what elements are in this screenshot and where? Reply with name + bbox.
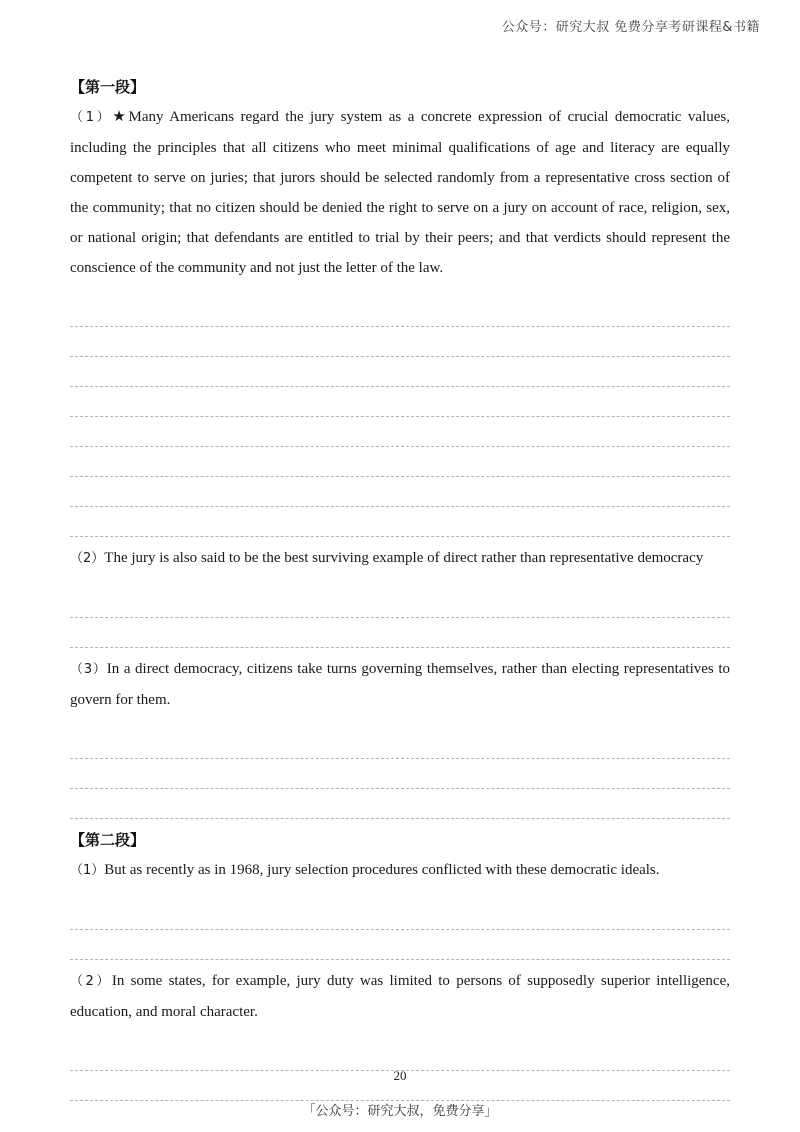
paragraph-2-1: [70, 855, 730, 886]
paragraph-text: In a direct democracy, citizens take turns governing themselves, rather than electing representatives to govern for them.: [70, 661, 730, 708]
answer-line[interactable]: [70, 507, 730, 537]
document-body: [70, 72, 730, 1101]
answer-line[interactable]: [70, 1041, 730, 1071]
paragraph-text: In some states, for example, jury duty was limited to persons of supposedly superior intelligence, education, and moral character.: [70, 973, 731, 1020]
paragraph-number: （3）: [70, 662, 107, 677]
answer-line[interactable]: [70, 297, 730, 327]
header-note: 公众号：研究大叔 免费分享考研课程&书籍: [501, 20, 760, 35]
paragraph-1-3: [70, 654, 730, 715]
paragraph-1-1: [70, 102, 730, 283]
answer-line[interactable]: [70, 417, 730, 447]
paragraph-text: ★Many Americans regard the jury system as a concrete expression of crucial democratic values, including the principles that all citizens who meet minimal qualifications of age and literacy are equally competent to serve on juries; that jurors should be selected randomly from a representative cross section of the community; that no citizen should be denied the right to serve on a jury on account of race, religion, sex, or national origin; that defendants are entitled to trial by their peers; and that verdicts should represent the conscience of the community and not just the letter of the law.: [70, 109, 730, 276]
paragraph-text: The jury is also said to be the best surviving example of direct rather than representative democracy: [104, 550, 704, 566]
footer-note: 「公众号：研究大叔，免费分享」: [302, 1104, 498, 1119]
answer-line[interactable]: [70, 729, 730, 759]
paragraph-text: But as recently as in 1968, jury selection procedures conflicted with these democratic ideals.: [104, 862, 660, 878]
paragraph-2-2: [70, 966, 730, 1027]
section-heading-1: 【第一段】: [70, 78, 146, 96]
answer-line[interactable]: [70, 387, 730, 417]
paragraph-number: （2）: [70, 974, 112, 989]
paragraph-number: （1）: [70, 863, 105, 878]
paragraph-1-2: [70, 543, 730, 574]
answer-line[interactable]: [70, 357, 730, 387]
answer-line[interactable]: [70, 789, 730, 819]
page-number: 20: [393, 1068, 407, 1083]
paragraph-number: （2）: [70, 551, 105, 566]
answer-line[interactable]: [70, 930, 730, 960]
answer-line[interactable]: [70, 327, 730, 357]
answer-line[interactable]: [70, 759, 730, 789]
answer-line[interactable]: [70, 900, 730, 930]
answer-line[interactable]: [70, 447, 730, 477]
section-heading-2: 【第二段】: [70, 831, 146, 849]
answer-line[interactable]: [70, 477, 730, 507]
answer-line[interactable]: [70, 618, 730, 648]
paragraph-number: （1）: [70, 110, 113, 125]
answer-line[interactable]: [70, 588, 730, 618]
